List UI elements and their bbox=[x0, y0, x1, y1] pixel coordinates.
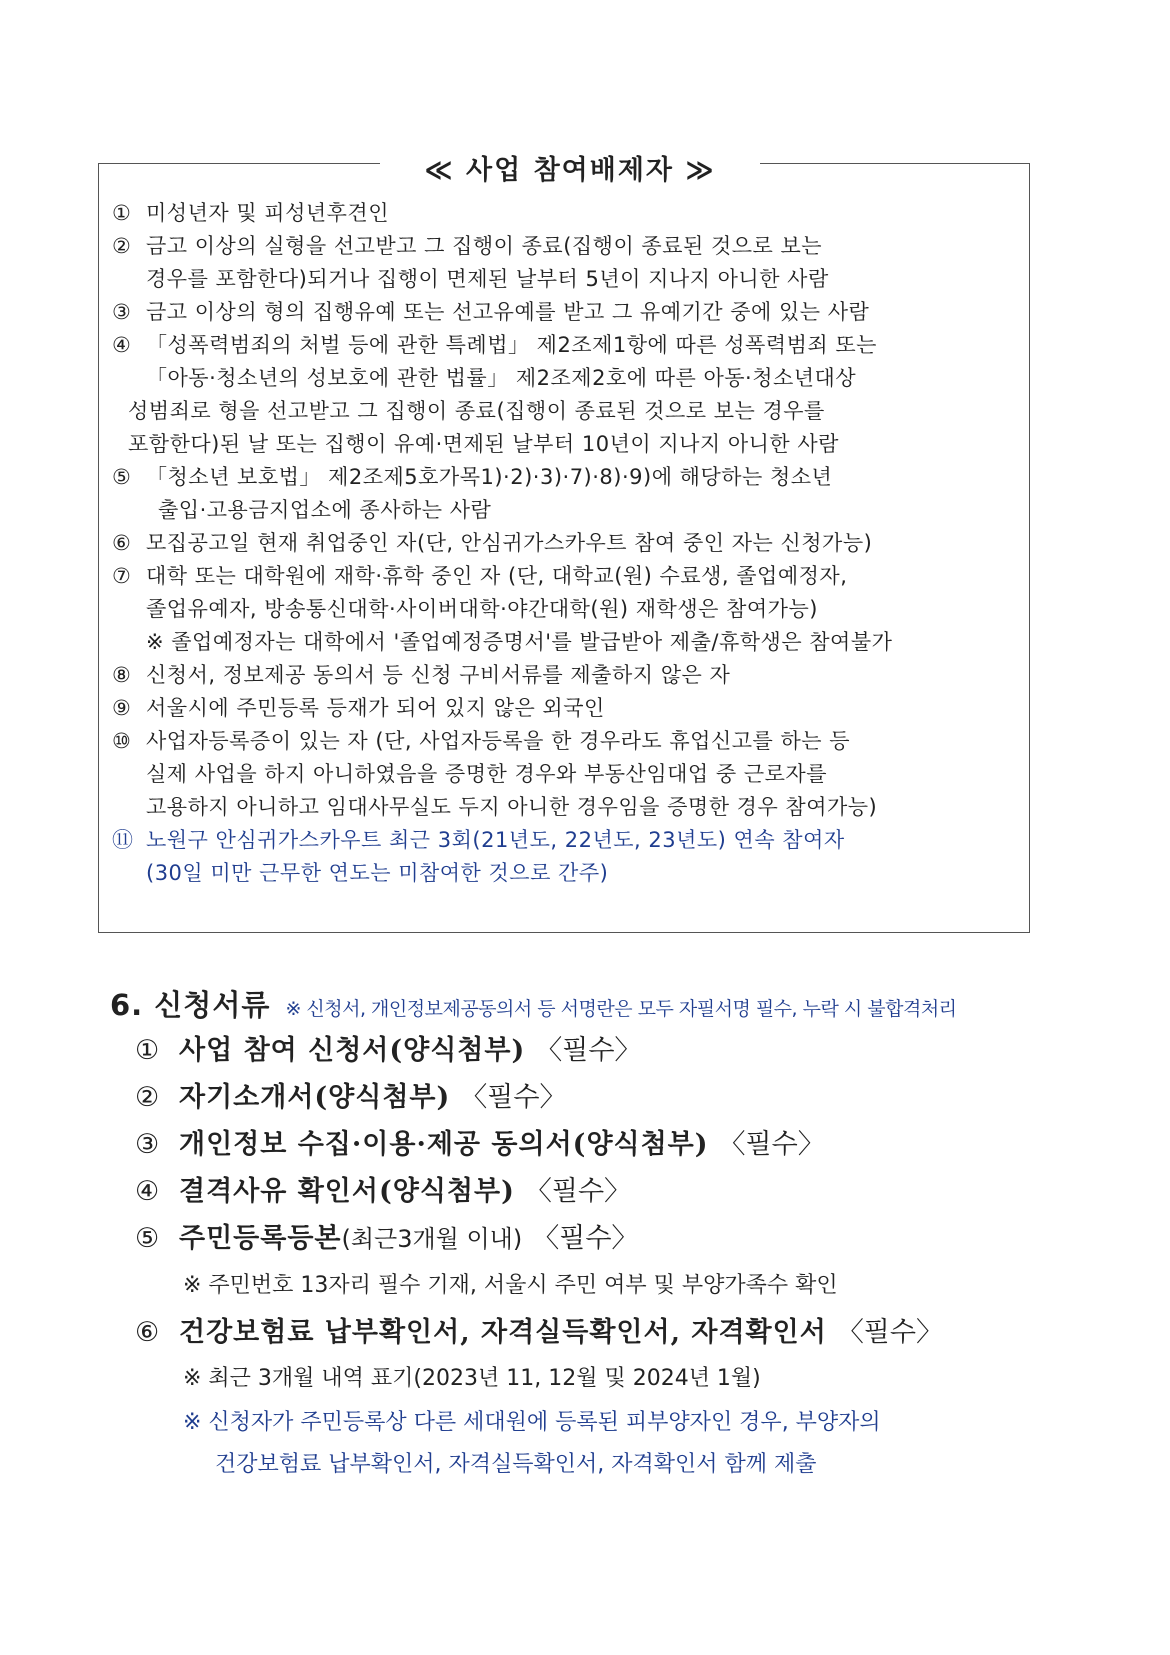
exclusion-item-3: ③ 금고 이상의 형의 집행유예 또는 선고유예를 받고 그 유예기간 중에 있는 사람 bbox=[112, 300, 870, 324]
exclusion-list bbox=[112, 197, 1022, 890]
document-item-4: ④ 결격사유 확인서(양식첨부) 〈필수〉 bbox=[135, 1176, 632, 1207]
exclusion-item-9: ⑨ 서울시에 주민등록 등재가 되어 있지 않은 외국인 bbox=[112, 696, 605, 720]
section6-heading-row bbox=[110, 983, 1070, 1024]
exclusion-item-4: ④ 「성폭력범죄의 처벌 등에 관한 특례법」 제2조제1항에 따른 성폭력범죄 또는 「아동·청소년의 성보호에 관한 법률」 제2조제2호에 따른 아동·청소년대상 성범죄로 형을 선고받고 그 집행이 종료(집행이 종료된 것으로 보는 경우를 포함한다)된 날 또는 집행이 유예·면제된 날부터 10년이 지나지 아니한 사람 bbox=[112, 333, 877, 456]
document-item-3: ③ 개인정보 수집·이용·제공 동의서(양식첨부) 〈필수〉 bbox=[135, 1129, 825, 1160]
exclusion-item-6: ⑥ 모집공고일 현재 취업중인 자(단, 안심귀가스카우트 참여 중인 자는 신청가능) bbox=[112, 531, 873, 555]
section6-heading: 6. 신청서류 bbox=[110, 988, 271, 1022]
document-item-5: ⑤ 주민등록등본(최근3개월 이내) 〈필수〉 bbox=[135, 1223, 639, 1254]
exclusion-item-8: ⑧ 신청서, 정보제공 동의서 등 신청 구비서류를 제출하지 않은 자 bbox=[112, 663, 731, 687]
document-item-1: ① 사업 참여 신청서(양식첨부) 〈필수〉 bbox=[135, 1035, 642, 1066]
exclusion-item-2: ② 금고 이상의 실형을 선고받고 그 집행이 종료(집행이 종료된 것으로 보는 경우를 포함한다)되거나 집행이 면제된 날부터 5년이 지나지 아니한 사람 bbox=[112, 234, 829, 291]
document-item-2: ② 자기소개서(양식첨부) 〈필수〉 bbox=[135, 1082, 567, 1113]
exclusion-item-10: ⑩ 사업자등록증이 있는 자 (단, 사업자등록을 한 경우라도 휴업신고를 하는 등 실제 사업을 하지 아니하였음을 증명한 경우와 부동산임대업 중 근로자를 고용하지 아니하고 임대사무실도 두지 아니한 경우임을 증명한 경우 참여가능) bbox=[112, 729, 878, 819]
exclusion-box-title: ≪ 사업 참여배제자 ≫ bbox=[380, 148, 760, 187]
document-item-6: ⑥ 건강보험료 납부확인서, 자격실득확인서, 자격확인서 〈필수〉 bbox=[135, 1317, 943, 1348]
required-documents-list bbox=[135, 1027, 1070, 1486]
document-5-note: ※ 주민번호 13자리 필수 기재, 서울시 주민 여부 및 부양가족수 확인 bbox=[183, 1273, 838, 1298]
section6-signature-note: ※ 신청서, 개인정보제공동의서 등 서명란은 모두 자필서명 필수, 누락 시 불합격처리 bbox=[285, 998, 957, 1020]
exclusion-item-7: ⑦ 대학 또는 대학원에 재학·휴학 중인 자 (단, 대학교(원) 수료생, 졸업예정자, 졸업유예자, 방송통신대학·사이버대학·야간대학(원) 재학생은 참여가능) ※ 졸업예정자는 대학에서 '졸업예정증명서'를 발급받아 제출/휴학생은 참여불가 bbox=[112, 564, 893, 654]
exclusion-item-1: ① 미성년자 및 피성년후견인 bbox=[112, 201, 389, 225]
document-6-dependent-note: ※ 신청자가 주민등록상 다른 세대원에 등록된 피부양자인 경우, 부양자의 건강보험료 납부확인서, 자격실득확인서, 자격확인서 함께 제출 bbox=[183, 1410, 881, 1477]
document-6-note: ※ 최근 3개월 내역 표기(2023년 11, 12월 및 2024년 1월) bbox=[183, 1366, 761, 1391]
exclusion-item-11: ⑪ 노원구 안심귀가스카우트 최근 3회(21년도, 22년도, 23년도) 연속 참여자 (30일 미만 근무한 연도는 미참여한 것으로 간주) bbox=[112, 828, 845, 885]
exclusion-item-5: ⑤ 「청소년 보호법」 제2조제5호가목1)·2)·3)·7)·8)·9)에 해당하는 청소년 출입·고용금지업소에 종사하는 사람 bbox=[112, 465, 833, 522]
